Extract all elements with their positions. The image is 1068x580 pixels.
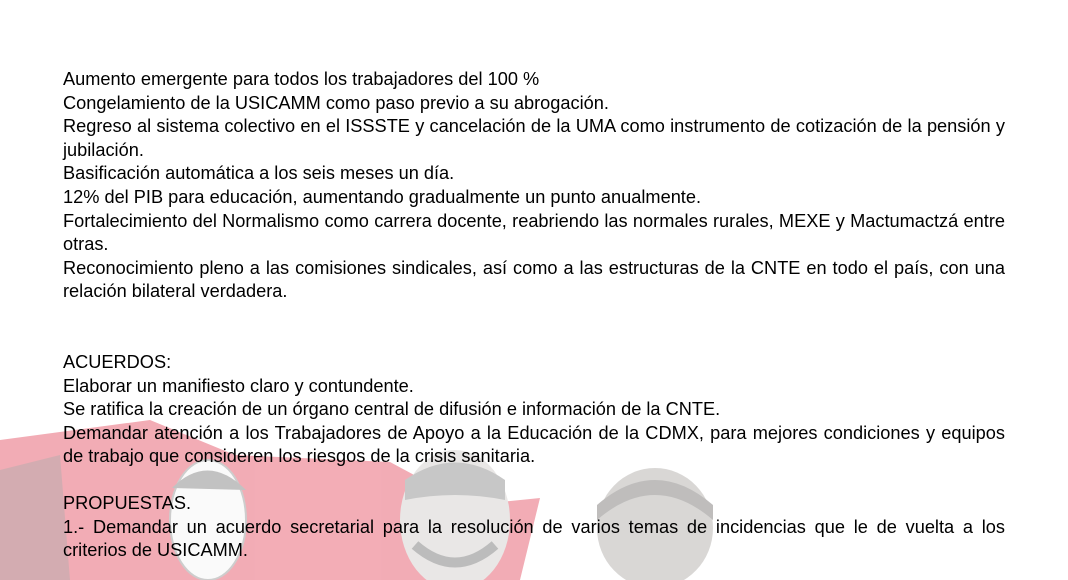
acuerdo-item: Demandar atención a los Trabajadores de Apoyo a la Educación de la CDMX, para mejores condiciones y equipos de trabajo que consideren los riesgos de la crisis sanitaria.	[63, 422, 1005, 467]
propuesta-item: 1.- Demandar un acuerdo secretarial para la resolución de varios temas de incidencias que le de vuelta a los criterios de USICAMM.	[63, 516, 1005, 561]
acuerdo-item: Se ratifica la creación de un órgano central de difusión e información de la CNTE.	[63, 399, 721, 420]
demands-list	[63, 68, 1005, 304]
demand-item: Fortalecimiento del Normalismo como carrera docente, reabriendo las normales rurales, MEXE y Mactumactzá entre otras.	[63, 210, 1005, 255]
demand-item: Aumento emergente para todos los trabajadores del 100 %	[63, 69, 540, 89]
acuerdo-item: Elaborar un manifiesto claro y contundente.	[63, 375, 414, 396]
propuestas-section	[63, 492, 1005, 563]
demand-item: Reconocimiento pleno a las comisiones sindicales, así como a las estructuras de la CNTE en todo el país, con una relación bilateral verdadera.	[63, 257, 1005, 302]
demand-item: Basificación automática a los seis meses un día.	[63, 163, 455, 184]
acuerdos-heading: ACUERDOS:	[63, 351, 172, 372]
document-body	[63, 68, 1005, 563]
demand-item: 12% del PIB para educación, aumentando gradualmente un punto anualmente.	[63, 186, 702, 207]
demand-item: Congelamiento de la USICAMM como paso previo a su abrogación.	[63, 92, 609, 113]
acuerdos-section	[63, 351, 1005, 469]
propuestas-heading: PROPUESTAS.	[63, 492, 192, 513]
demand-item: Regreso al sistema colectivo en el ISSSTE y cancelación de la UMA como instrumento de cotización de la pensión y jubilación.	[63, 116, 1005, 160]
